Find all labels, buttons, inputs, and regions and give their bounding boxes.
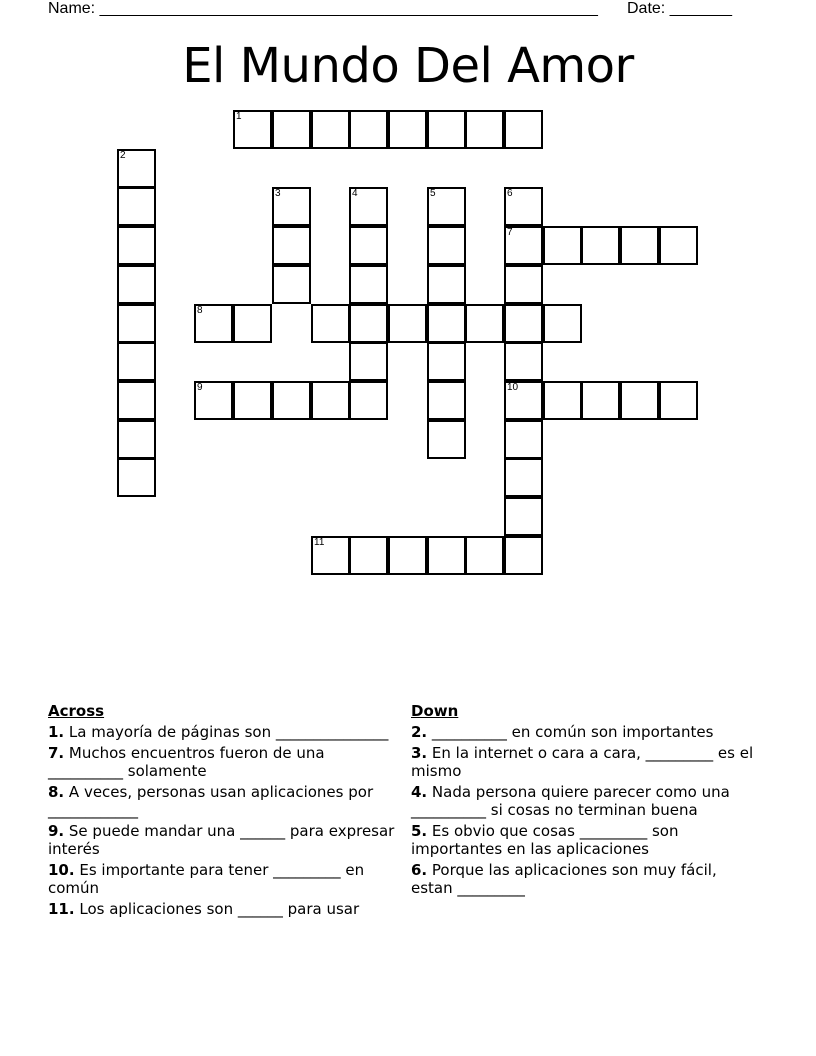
clue-item-number: 7. <box>48 744 65 762</box>
clue-item-text: Porque las aplicaciones son muy fácil, estan _________ <box>411 861 717 897</box>
grid-cell[interactable] <box>504 497 543 536</box>
clue-item-text: A veces, personas usan aplicaciones por ____________ <box>48 783 374 819</box>
grid-cell[interactable] <box>465 536 504 575</box>
grid-cell[interactable] <box>427 381 466 420</box>
grid-cell[interactable] <box>465 110 504 149</box>
clue-item-number: 5. <box>411 822 428 840</box>
clue-item-number: 9. <box>48 822 65 840</box>
grid-cell[interactable] <box>272 187 311 226</box>
clue-item-number: 6. <box>411 861 428 879</box>
grid-cell[interactable] <box>272 265 311 304</box>
grid-cell[interactable] <box>543 226 582 265</box>
grid-cell[interactable] <box>349 536 388 575</box>
down-clue-list <box>411 723 756 897</box>
grid-cell[interactable] <box>427 420 466 459</box>
grid-cell[interactable] <box>311 536 350 575</box>
grid-cell[interactable] <box>388 304 427 343</box>
clue-number: 7 <box>507 227 513 238</box>
header <box>48 0 748 20</box>
grid-cell[interactable] <box>117 304 156 343</box>
grid-cell[interactable] <box>543 381 582 420</box>
grid-cell[interactable] <box>117 265 156 304</box>
clue-item-text: En la internet o cara a cara, _________ es el mismo <box>411 744 754 780</box>
clue-item <box>48 783 398 819</box>
grid-cell[interactable] <box>349 226 388 265</box>
grid-cell[interactable] <box>427 110 466 149</box>
grid-cell[interactable] <box>388 110 427 149</box>
clue-item-text: __________ en común son importantes <box>427 723 714 741</box>
grid-cell[interactable] <box>504 381 543 420</box>
name-field-label: Name: ________________________________________________________ <box>48 0 598 17</box>
clue-item-text: Se puede mandar una ______ para expresar interés <box>48 822 395 858</box>
grid-cell[interactable] <box>659 226 698 265</box>
clue-number: 1 <box>236 111 242 122</box>
grid-cell[interactable] <box>427 187 466 226</box>
clue-item-text: Muchos encuentros fueron de una __________ solamente <box>48 744 325 780</box>
grid-cell[interactable] <box>117 342 156 381</box>
grid-cell[interactable] <box>117 187 156 226</box>
grid-cell[interactable] <box>233 381 272 420</box>
clue-item-text: Los aplicaciones son ______ para usar <box>74 900 360 918</box>
clue-number: 9 <box>197 382 203 393</box>
grid-cell[interactable] <box>427 304 466 343</box>
clue-number: 10 <box>507 382 519 393</box>
grid-cell[interactable] <box>504 226 543 265</box>
clue-item-number: 2. <box>411 723 428 741</box>
grid-cell[interactable] <box>349 187 388 226</box>
grid-cell[interactable] <box>543 304 582 343</box>
page-title: El Mundo Del Amor <box>182 38 634 94</box>
clue-item-number: 3. <box>411 744 428 762</box>
clue-item <box>48 723 398 741</box>
grid-cell[interactable] <box>427 226 466 265</box>
grid-cell[interactable] <box>272 226 311 265</box>
clue-item <box>411 723 756 741</box>
grid-cell[interactable] <box>349 110 388 149</box>
across-clue-list <box>48 723 398 918</box>
date-field-label: Date: _______ <box>627 0 732 17</box>
clue-item <box>411 861 756 897</box>
grid-cell[interactable] <box>504 187 543 226</box>
grid-cell[interactable] <box>349 342 388 381</box>
clue-item <box>411 822 756 858</box>
clue-item <box>411 744 756 780</box>
clue-item-text: La mayoría de páginas son _______________ <box>64 723 389 741</box>
clue-number: 8 <box>197 305 203 316</box>
grid-cell[interactable] <box>504 420 543 459</box>
grid-cell[interactable] <box>117 149 156 188</box>
down-heading: Down <box>411 702 459 720</box>
grid-cell[interactable] <box>117 226 156 265</box>
grid-cell[interactable] <box>233 110 272 149</box>
grid-cell[interactable] <box>311 381 350 420</box>
grid-cell[interactable] <box>388 536 427 575</box>
across-heading: Across <box>48 702 105 720</box>
grid-cell[interactable] <box>349 265 388 304</box>
clue-item-text: Nada persona quiere parecer como una __________ si cosas no terminan buena <box>411 783 730 819</box>
grid-cell[interactable] <box>581 381 620 420</box>
clue-number: 11 <box>314 537 325 548</box>
clue-number: 4 <box>352 188 358 199</box>
clue-number: 5 <box>430 188 436 199</box>
clue-number: 2 <box>120 150 126 161</box>
grid-cell[interactable] <box>620 381 659 420</box>
clue-item <box>411 783 756 819</box>
grid-cell[interactable] <box>194 304 233 343</box>
grid-cell[interactable] <box>117 458 156 497</box>
grid-cell[interactable] <box>504 342 543 381</box>
grid-cell[interactable] <box>581 226 620 265</box>
grid-cell[interactable] <box>659 381 698 420</box>
grid-cell[interactable] <box>620 226 659 265</box>
grid-cell[interactable] <box>311 304 350 343</box>
clue-item <box>48 900 398 918</box>
grid-cell[interactable] <box>349 381 388 420</box>
clue-item <box>48 861 398 897</box>
grid-cell[interactable] <box>117 420 156 459</box>
clue-item-number: 8. <box>48 783 65 801</box>
clue-number: 6 <box>507 188 513 199</box>
grid-cell[interactable] <box>233 304 272 343</box>
grid-cell[interactable] <box>427 342 466 381</box>
grid-cell[interactable] <box>504 536 543 575</box>
grid-cell[interactable] <box>272 381 311 420</box>
grid-cell[interactable] <box>311 110 350 149</box>
grid-cell[interactable] <box>117 381 156 420</box>
down-clues <box>411 702 756 900</box>
across-clues <box>48 702 398 921</box>
clue-item-number: 1. <box>48 723 65 741</box>
grid-cell[interactable] <box>194 381 233 420</box>
grid-cell[interactable] <box>504 304 543 343</box>
clue-item-text: Es importante para tener _________ en común <box>48 861 365 897</box>
clue-item <box>48 744 398 780</box>
grid-cell[interactable] <box>427 265 466 304</box>
clue-item-number: 10. <box>48 861 75 879</box>
clue-number: 3 <box>275 188 281 199</box>
grid-cell[interactable] <box>504 265 543 304</box>
clue-item <box>48 822 398 858</box>
grid-cell[interactable] <box>504 110 543 149</box>
clue-item-number: 4. <box>411 783 428 801</box>
grid-cell[interactable] <box>465 304 504 343</box>
clue-item-number: 11. <box>48 900 75 918</box>
clue-item-text: Es obvio que cosas _________ son importantes en las aplicaciones <box>411 822 679 858</box>
grid-cell[interactable] <box>504 458 543 497</box>
grid-cell[interactable] <box>427 536 466 575</box>
grid-cell[interactable] <box>272 110 311 149</box>
grid-cell[interactable] <box>349 304 388 343</box>
